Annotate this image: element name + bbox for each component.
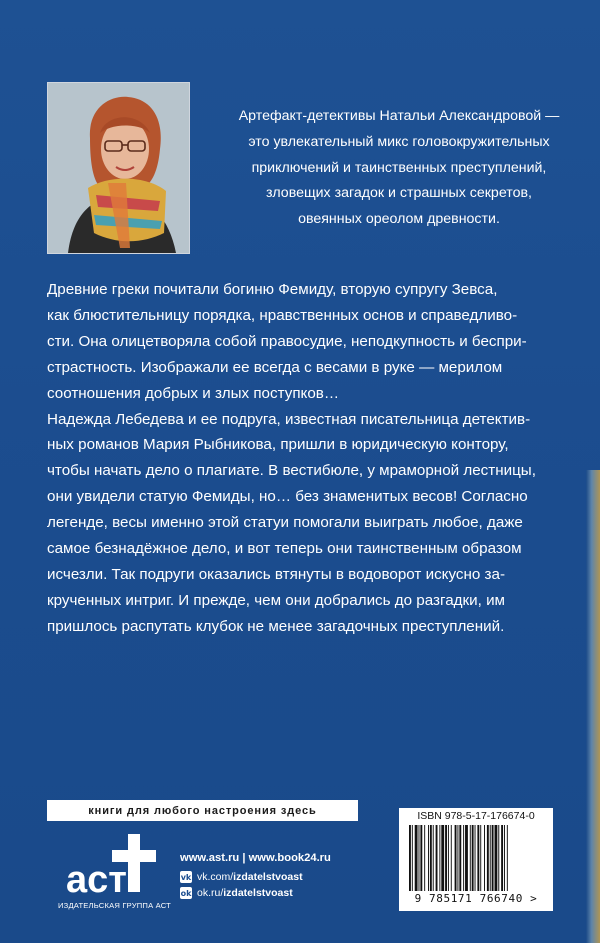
barcode-bar bbox=[409, 825, 411, 891]
barcode-box bbox=[399, 808, 553, 911]
book-annotation bbox=[47, 277, 552, 640]
barcode-bar bbox=[433, 825, 434, 891]
barcode-bar bbox=[487, 825, 489, 891]
ok-link[interactable] bbox=[180, 885, 293, 901]
blurb-line: зловещих загадок и страшных секретов, bbox=[266, 185, 532, 202]
barcode-bar bbox=[484, 825, 485, 891]
barcode-bar bbox=[428, 825, 429, 891]
annotation-line: исчезли. Так подруги оказались втянуты в водоворот искусно за- bbox=[47, 565, 506, 583]
barcode-bar bbox=[492, 825, 494, 891]
ast-logo-text: аст bbox=[66, 859, 127, 901]
barcode-bar bbox=[445, 825, 447, 891]
annotation-line: Надежда Лебедева и ее подруга, известная писательница детектив- bbox=[47, 410, 531, 428]
blurb-line: это увлекательный микс головокружительных bbox=[248, 133, 550, 150]
barcode-bar bbox=[475, 825, 476, 891]
annotation-line: страстность. Изображали ее всегда с весами в руке — мерилом bbox=[47, 358, 503, 376]
publisher-websites[interactable]: www.ast.ru | www.book24.ru bbox=[180, 852, 331, 864]
annotation-line: они увидели статую Фемиды, но… без знаменитых весов! Согласно bbox=[47, 488, 528, 506]
annotation-line: как блюстительницу порядка, нравственных основ и справедливо- bbox=[47, 306, 518, 324]
vk-url: vk.com/izdatelstvoast bbox=[197, 871, 303, 883]
author-photo bbox=[47, 82, 190, 254]
barcode-bar bbox=[419, 825, 420, 891]
barcode-bar bbox=[504, 825, 505, 891]
barcode-bar bbox=[412, 825, 413, 891]
annotation-line: чтобы начать дело о плагиате. В вестибюле, у мраморной лестницы, bbox=[47, 462, 536, 480]
barcode-bars bbox=[407, 825, 545, 891]
annotation-line: самое безнадёжное дело, и вот теперь они таинственным образом bbox=[47, 540, 522, 558]
barcode-bar bbox=[459, 825, 461, 891]
author-series-blurb bbox=[214, 104, 584, 233]
barcode-bar bbox=[457, 825, 458, 891]
barcode-bar bbox=[451, 825, 452, 891]
barcode-bar bbox=[498, 825, 499, 891]
barcode-bar bbox=[465, 825, 468, 891]
barcode-bar bbox=[455, 825, 457, 891]
barcode-bar bbox=[441, 825, 444, 891]
barcode-bar bbox=[436, 825, 438, 891]
barcode-bar bbox=[507, 825, 508, 891]
publisher-caption: ИЗДАТЕЛЬСКАЯ ГРУППА АСТ bbox=[58, 901, 172, 910]
isbn-number: ISBN 978-5-17-176674-0 bbox=[417, 810, 535, 822]
barcode-bar bbox=[439, 825, 440, 891]
annotation-line: крученных интриг. И прежде, чем они добрались до разгадки, им bbox=[47, 591, 505, 609]
ok-url: ok.ru/izdatelstvoast bbox=[197, 887, 293, 899]
barcode-bar bbox=[477, 825, 479, 891]
annotation-line: легенде, весы именно этой статуи помогали выиграть любое, даже bbox=[47, 514, 523, 532]
author-portrait-image bbox=[48, 83, 189, 253]
ean-digits: 9 785171 766740 > bbox=[414, 892, 538, 905]
barcode-bar bbox=[501, 825, 503, 891]
barcode-bar bbox=[420, 825, 422, 891]
barcode-bar bbox=[480, 825, 481, 891]
ast-logo-icon bbox=[58, 832, 168, 912]
blurb-line: приключений и таинственных преступлений, bbox=[251, 159, 547, 176]
barcode-bar bbox=[472, 825, 474, 891]
barcode-bar bbox=[448, 825, 449, 891]
annotation-line: Древние греки почитали богиню Фемиду, вторую супругу Зевса, bbox=[47, 281, 498, 298]
annotation-line: ных романов Мария Рыбникова, пришли в юридическую контору, bbox=[47, 436, 509, 454]
barcode-bar bbox=[495, 825, 498, 891]
blurb-line: Артефакт-детективы Натальи Александровой — bbox=[238, 108, 560, 124]
barcode-bar bbox=[490, 825, 491, 891]
barcode-bar bbox=[463, 825, 464, 891]
annotation-line: соотношения добрых и злых поступков… bbox=[47, 384, 340, 402]
vk-link[interactable] bbox=[180, 869, 303, 885]
barcode-bar bbox=[470, 825, 471, 891]
odnoklassniki-icon: ok bbox=[180, 888, 192, 898]
barcode-bar bbox=[424, 825, 425, 891]
barcode-bar bbox=[430, 825, 432, 891]
slogan-banner: книги для любого настроения здесь bbox=[47, 800, 358, 821]
annotation-line: пришлось распутать клубок не менее загадочных преступлений. bbox=[47, 617, 505, 635]
barcode-bar bbox=[415, 825, 418, 891]
blurb-line: овеянных ореолом древности. bbox=[298, 211, 500, 228]
cover-edge-decoration bbox=[586, 470, 600, 943]
annotation-line: сти. Она олицетворяла собой правосудие, неподкупность и беспри- bbox=[47, 332, 527, 350]
vk-icon: vk bbox=[180, 872, 192, 882]
